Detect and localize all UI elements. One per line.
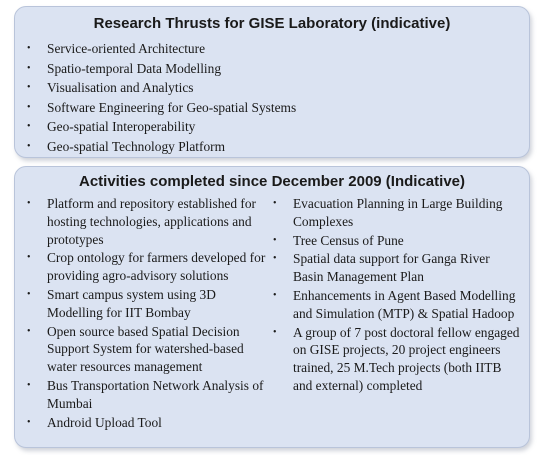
list-item (271, 287, 523, 323)
list-item (25, 117, 515, 137)
bullet-icon: • (27, 288, 31, 300)
list-item-text: Geo-spatial Technology Platform (47, 138, 226, 154)
list-item-text: Spatial data support for Ganga River Basin Management Plan (293, 251, 490, 285)
bullet-icon: • (273, 198, 277, 209)
bullet-icon: • (27, 198, 31, 209)
list-item (271, 250, 523, 286)
list-item-text: Enhancements in Agent Based Modelling and Simulation (MTP) & Spatial Hadoop (293, 287, 516, 321)
list-item (271, 195, 523, 231)
activities-left-column (25, 195, 271, 431)
list-item-text: Service-oriented Architecture (47, 41, 206, 56)
bullet-icon: • (27, 101, 31, 113)
list-item-text: Platform and repository established for hosting technologies, applications and prototypes (47, 196, 256, 247)
list-item (25, 377, 271, 413)
list-item-text: Bus Transportation Network Analysis of Mumbai (47, 377, 264, 411)
list-item-text: Evacuation Planning in Large Building Complexes (293, 196, 503, 229)
bullet-icon: • (273, 234, 277, 246)
activities-right-column (271, 195, 523, 395)
bullet-icon: • (27, 82, 31, 93)
research-thrusts-heading: Research Thrusts for GISE Laboratory (indicative) (93, 15, 451, 32)
list-item (25, 286, 271, 322)
list-item-text: Geo-spatial Interoperability (47, 119, 196, 134)
bullet-icon: • (27, 325, 31, 337)
list-item-text: Smart campus system using 3D Modelling for IIT Bombay (47, 286, 216, 320)
list-item (271, 324, 523, 395)
bullet-icon: • (27, 121, 31, 132)
list-item-text: Crop ontology for farmers developed for providing agro-advisory solutions (47, 250, 266, 284)
list-item-text: A group of 7 post doctoral fellow engaged on GISE projects, 20 project engineers trained, 25 M.Tech projects (both IITB and external) completed (293, 324, 520, 393)
list-item (25, 137, 515, 157)
list-item (25, 39, 515, 59)
list-item (271, 232, 523, 250)
list-item (25, 323, 271, 376)
activities-panel (14, 166, 530, 448)
list-item (25, 414, 271, 432)
list-item-text: Tree Census of Pune (293, 232, 404, 248)
activities-heading: Activities completed since December 2009 (Indicative) (79, 173, 465, 190)
list-item-text: Software Engineering for Geo-spatial Systems (47, 99, 297, 115)
list-item (25, 78, 515, 98)
bullet-icon: • (27, 379, 31, 391)
bullet-icon: • (27, 416, 31, 428)
list-item (25, 59, 515, 79)
bullet-icon: • (27, 252, 31, 264)
bullet-icon: • (27, 62, 31, 74)
bullet-icon: • (27, 140, 31, 152)
research-thrusts-panel (14, 6, 530, 158)
list-item-text: Open source based Spatial Decision Support System for watershed-based water resources management (47, 323, 244, 375)
list-item (25, 249, 271, 285)
bullet-icon: • (273, 289, 277, 301)
research-thrusts-list (25, 39, 515, 156)
bullet-icon: • (27, 43, 31, 54)
list-item-text: Visualisation and Analytics (47, 80, 194, 95)
list-item (25, 195, 271, 248)
bullet-icon: • (273, 326, 277, 338)
list-item (25, 98, 515, 118)
list-item-text: Spatio-temporal Data Modelling (47, 60, 222, 76)
list-item-text: Android Upload Tool (47, 414, 162, 430)
bullet-icon: • (273, 253, 277, 265)
